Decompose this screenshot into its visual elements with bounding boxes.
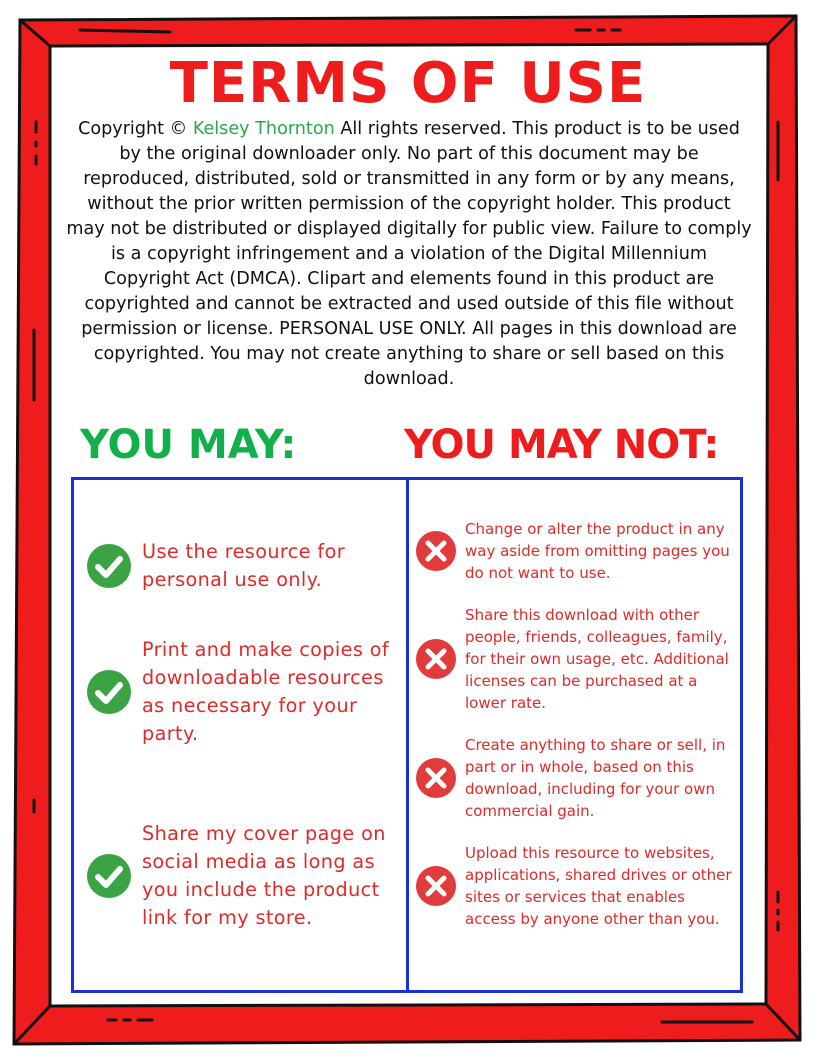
may-not-item xyxy=(415,518,740,584)
x-circle-icon xyxy=(415,757,457,799)
check-circle-icon xyxy=(86,853,132,899)
may-not-item-text: Share this download with other people, friends, colleagues, family, for their own usage, etc. Additional licenses can be purchased at a lower rate. xyxy=(465,606,729,712)
may-not-item xyxy=(415,842,740,930)
may-item xyxy=(86,538,400,594)
x-circle-icon xyxy=(415,865,457,907)
you-may-not-heading: YOU MAY NOT: xyxy=(404,422,719,468)
may-item-text: Share my cover page on social media as long as you include the product link for my store. xyxy=(142,822,386,929)
page-title: TERMS OF USE xyxy=(169,51,647,116)
may-item-text: Use the resource for personal use only. xyxy=(142,540,346,591)
you-may-heading: YOU MAY: xyxy=(80,422,297,468)
copyright-prefix: Copyright © xyxy=(78,119,193,139)
may-item xyxy=(86,636,400,748)
may-not-item-text: Create anything to share or sell, in part or in whole, based on this download, including for your own commercial gain. xyxy=(465,736,726,820)
may-not-item-text: Upload this resource to websites, applications, shared drives or other sites or services that enables access by anyone other than you. xyxy=(465,844,732,928)
may-item xyxy=(86,820,400,932)
check-circle-icon xyxy=(86,543,132,589)
copyright-paragraph xyxy=(66,117,752,392)
check-circle-icon xyxy=(86,669,132,715)
x-circle-icon xyxy=(415,530,457,572)
copyright-body: All rights reserved. This product is to be used by the original downloader only. No part of this document may be reproduced, distributed, sold or transmitted in any form or by any means, without the prior written permission of the copyright holder. This product may not be distributed or displayed digitally for public view. Failure to comply is a copyright infringement and a violation of the Digital Millennium Copyright Act (DMCA). Clipart and elements found in this product are copyrighted and cannot be extracted and used outside of this file without permission or license. PERSONAL USE ONLY. All pages in this download are copyrighted. You may not create anything to share or sell based on this download. xyxy=(66,119,752,389)
may-not-item xyxy=(415,604,740,714)
table-divider xyxy=(406,477,409,993)
author-name: Kelsey Thornton xyxy=(192,119,335,139)
may-not-item xyxy=(415,734,740,822)
may-not-item-text: Change or alter the product in any way aside from omitting pages you do not want to use. xyxy=(465,520,730,582)
x-circle-icon xyxy=(415,638,457,680)
may-item-text: Print and make copies of downloadable resources as necessary for your party. xyxy=(142,638,390,745)
